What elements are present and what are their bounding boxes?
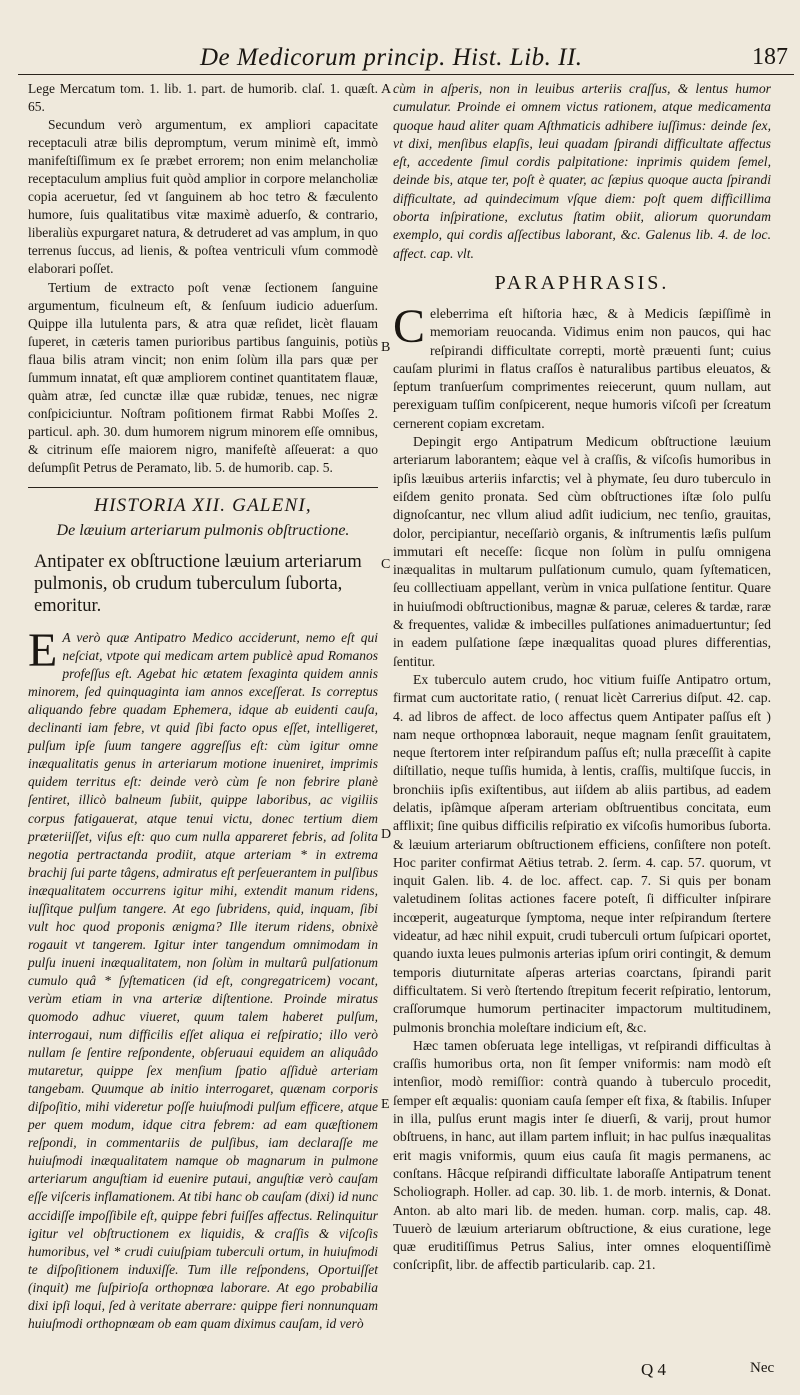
history-rule: [28, 487, 378, 488]
left-paragraph: Lege Mercatum tom. 1. lib. 1. part. de humorib. claſ. 1. quæſt. 65.: [28, 81, 378, 115]
signature-mark: Q 4: [641, 1360, 667, 1379]
paraphrasis-heading: PARAPHRASIS.: [494, 271, 670, 294]
margin-letter: C: [381, 557, 391, 572]
right-column: [393, 80, 771, 1275]
margin-letter: A: [381, 82, 392, 97]
history-subtitle: De læuium arteriarum pulmonis obſtructione.: [56, 522, 350, 540]
page-header: [0, 44, 800, 76]
right-paragraph: Hæc tamen obſeruata lege intelligas, vt reſpirandi difficultas à craſſis humoribus orta, non ſit ſemper vniformis: nam modò eſt intenſior, modò remiſſior: contrà quando à tuberculo procedit, ſemper eſt æqualis: quoniam cauſa ſemper eſt fixa, & ſtabilis. Inſuper in illa, pulſus erunt magis inter ſe diuerſi, & varij, prout humor obſtruens, in hanc, aut illam partem influit; in hac pulſus inæqualitas erit magis vniformis, quum eius cauſa ſit magis permanens, ac conſtans. Hâcque reſpirandi difficultate laboraſſe Antipatrum tenent Scholiograph. Holler. ad cap. 30. lib. 1. de morb. internis, & Donat. Anton. ab alto mari lib. de meden. human. corp. malis, cap. 48. Tuuerò de læuium arteriarum obſtructione, & eius curatione, lege quæ eruditiſſimus Petrus Salius, inter omnes eloquentiſſimè conſcripſit, libr. de affectib particularib. cap. 21.: [393, 1037, 771, 1273]
history-title: HISTORIA XII. GALENI,: [94, 495, 312, 517]
running-title: De Medicorum princip. Hist. Lib. II.: [200, 44, 583, 71]
right-paragraph: [393, 299, 771, 433]
page-footer: [0, 1360, 800, 1390]
margin-letter: B: [381, 340, 391, 355]
page-number: 187: [752, 44, 788, 70]
left-paragraph: Tertium de extracto poſt venæ ſectionem ſanguine argumentum, ficulneum eſt, & ſenſuum iudicio aduerſum. Quippe illa lutulenta pars, & atra quæ reſidet, licèt flauam ſuperet, in cæteris tamen purioribus partibus ſanguinis, potiùs flaua bilis atram vincit; non enim ſolùm illa pars quæ per ſummum innatat, eſt quæ ampliorem continet quantitatem flauæ, quàm atræ, ſed cunctæ illæ quæ rubidæ, tenues, nec nigræ conſpiciciuntur. Noſtram poſitionem firmat Rabbi Moſſes 2. particul. aph. 30. dum humorem nigrum minorem eſſe omnibus, & citrinum eſſe maiorem nigro, manifeſtè aſſeuerat: a quo deſumpſit Petrus de Peramato, lib. 5. de humorib. cap. 5.: [28, 279, 378, 475]
left-paragraph: Secundum verò argumentum, ex ampliori capacitate receptaculi atræ bilis depromptum, verum minimè eſt, immò manifeſtiſſimum ex ſe præbet errorem; non enim melancholiæ receptaculum amplius fuit quòd amplior in corpore melancholiæ copia aceruetur, ſed vt ſanguinem ab hoc tetro & fæculento humore, ſuis qualitatibus vitæ maximè aduerſo, & contrario, liberaliùs expurgaret natura, & detruderet ad vas amplum, in quo terrenus ſuccus, ad lienis, & poſtea ventriculi vſum commodè elaborari poſſet.: [28, 117, 378, 277]
right-top-text: cùm in aſperis, non in leuibus arteriis craſſus, & lentus humor cumulatur. Proinde ei omnem victus rationem, atque medicamenta quoque haud aliter quam Aſthmaticis adhibere iuſſimus: deinde ſex, vt dixi, menſibus elapſis, leui quadam ſpirandi difficultate affectus eſt, accedente ſimul cordis palpitatione: inprimis quidem ſemel, deinde bis, atque ter, poſt è quater, ac ſæpius quoque aucta ſpirandi difficultate, ad quindecimum vſque diem: poſt quem difficillima oborta inſpiratione, exclutus ſtatim obiit, aliorum quorundam exemplo, qui cordis aſſectibus laborant, &c. Galenus lib. 4. de loc. affect. cap. vlt.: [393, 81, 771, 261]
margin-letter: D: [381, 827, 392, 842]
margin-letter: E: [381, 1097, 390, 1112]
right-paragraph-body: eleberrima eſt hiſtoria hæc, & à Medicis ſæpiſſimè in memoriam reuocanda. Vidimus enim non paucos, qui hac reſpirandi difficultate correpti, mortè præuenti ſunt; cuius cauſam plurimi in flatus craſſos è naturalibus partibus eleuatos, & ſeptum tranſuerſum comprimentes reiecerunt, quum nullam, aut perexiguam tuſſim conſpicerent, neque humoris viſcoſi per ſcreatum cernerent copiam excretam.: [393, 305, 771, 431]
left-column: [28, 80, 378, 1333]
history-text: [28, 624, 378, 1333]
right-paragraph: Depingit ergo Antipatrum Medicum obſtructione læuium arteriarum laborantem; eàque vel à craſſis, & viſcoſis humoribus in ipſis læuibus arteriis infarctis; vel à phymate, ſeu duro tuberculo in eiſdem genito pronata. Sed cùm obſtructiones iſtæ ſolo pulſu dignoſcantur, nec vllum aliud adſit iudicium, nec tenſio, grauitas, dolor, percipiantur, neceſſariò organis, & inſtrumentis læſis pulſum immutari eſt neceſſe: ſicque non ſolùm in pulſu omnigena inæqualitas in multarum pulſationum cumulo, quam ſyſtematicen, ſeu colllectiuam appellant, verùm in vnica pulſatione ſentitur. Quare in huiuſmodi obſtructionibus, magnæ & paruæ, celeres & tardæ, raræ & frequentes, validæ & imbecilles pulſationes animaduertuntur; ſed in eadem pulſatione ſæpe inæqualitas quoad plures differentias, ſentitur.: [393, 434, 771, 669]
catchword: Nec: [750, 1360, 775, 1376]
header-rule: [18, 74, 794, 75]
drop-cap: C: [393, 299, 426, 353]
drop-cap: E: [28, 624, 58, 678]
history-body: A verò quæ Antipatro Medico acciderunt, nemo eſt qui neſciat, vtpote qui medicam artem publicè apud Romanos profeſſus eſt. Agebat hic ætatem ſexaginta quidem annis minorem, ſed quinquaginta iam annos exceſſerat. Is correptus aliquando febre quadam Ephemera, idque ab euidenti cauſa, declinanti iam febre, vt quid ſibi facto opus eſſet, intelligeret, pulſum ipſe ſuum tangere aggreſſus eſt: cùm igitur omne inæqualitatis genus in arteriarum motione inueniret, imprimis quidem territus eſt: deinde verò cùm ſe non febrire planè ſentiret, illicò balneum ſubiit, quippe laboribus, ac vigiliis corpus fatigauerat, atque tenui victu, donec tertium diem præteriiſſet, viſus eſt: quo cum nulla appareret febris, ad ſolita negotia pertractanda prodiit, atque arteriam * in extrema brachij ſui parte tâgens, admiratus eſt perſeuerantem in pulſibus inæqualitatem occurrens igitur mihi, extendit manum ridens, iuſſitque pulſum tangere. At ego ſubridens, quid, inquam, ſibi vult hoc quod proponis ænigma? Ille iterum ridens, obnixè rogauit vt tangerem. Igitur inter tangendum omnimodam in pulſu inueni inæqualitatem, non ſolùm in multarû pulſationum cumulo quâ * ſyſtematicen (id eſt, congregatricem) vocant, verùm etiam in vna arteriæ diſtentione. Proinde miratus quomodo adhuc viueret, quum talem haberet pulſum, interrogaui, num difficilis eſſet aliqua ei reſpiratio; illo verò nullam ſe ſentire reſpondente, obſeruaui equidem an aliquâdo mutaretur, quippe ſex menſium ſpatio aſſiduè arteriam tangebam. Quumque ab initio interrogaret, quænam corporis diſpoſitio, mihi videretur poſſe huiuſmodi pulſum efficere, atque per quem modum, idque citra febrem: ad eam quæſtionem reſpondi, in commentariis de pulſibus, iam declaraſſe me huiuſmodi inæqualitatem namque ob magnarum in pulmone arteriarum anguſtiam id euenire putaui, anguſtiæ verò cauſam eſſe viſceris inflamationem. At tibi hanc ob cauſam (dixi) id nunc accidiſſe impoſſibile eſt, quippe febri fuiſſes affectus. Relinquitur igitur vel obſtructionem ex liquidis, & craſſis & viſcoſis humoribus, vel * crudi cuiuſpiam tuberculi ortum, in huiuſmodi te diſpoſitionem induxiſſe. Tum ille reſpondens, Oportuiſſet (inquit) me ſuſpirioſa orthopnœa laborare. At ego probabilia dixi ipſi loqui, ſed à veritate aberrare: quippe fieri nonnunquam huiuſmodi orthopnœam ob eam quam diximus cauſam, id verò: [28, 630, 378, 1331]
history-summary: Antipater ex obſtructione læuium arteriarum pulmonis, ob crudum tuberculum ſuborta, emoritur.: [34, 552, 362, 617]
right-paragraph: Ex tuberculo autem crudo, hoc vitium fuiſſe Antipatro ortum, firmat cum auctoritate ratio, ( renuat licèt Carrerius diſput. 42. cap. 4. ad libros de affect. de loco affectus quem Antipater paſſus eſt ) nam neque orthopnœa laborauit, neque magnam ſenſit grauitatem, neque ſtertorem inter reſpirandum paſſus eſt; nulla præceſſit à capite diſtillatio, neque tuſſis humida, à lentis, craſſis, multiſque ſuccis, in bronchiis ipſis exiſtentibus, aut iiſdem ab aliis partibus, ad eadem delatis, ipſàmque aſperam arteriam obſtruentibus concitata, eum afflixit; ſine quibus difficilis reſpiratio ex viſcoſis humoribus ſuborta. & læuium arteriarum obſtructionem efficiens, conſiſtere non poteſt. Hoc pariter confirmat Aëtius tetrab. 2. ſerm. 4. cap. 57. quorum, vt inquit Galen. lib. 4. de loc. affect. cap. 7. Si quis per bonam valetudinem ſolitas actiones facere poteſt, ſi difficulter inſpirare incœperit, augeaturque ſymptoma, neque inter reſpirandum ſtertere videatur, ad hæc nihil expuit, crudi tuberculi ortum ſuſpicari oportet, quando iuxta leues pulmonis arterias ipſum oriri contingit, & demum temporis diuturnitate aſperas arterias coarctans, ſpirandi parit difficultatem. Si verò ſtertendo ſtrepitum fecerit reſpiratio, lentorum, craſſorumque humorum pertinaciter impactorum multitudinem, pulmonis bronchia moleſtare indicium eſt, &c.: [393, 671, 771, 1035]
